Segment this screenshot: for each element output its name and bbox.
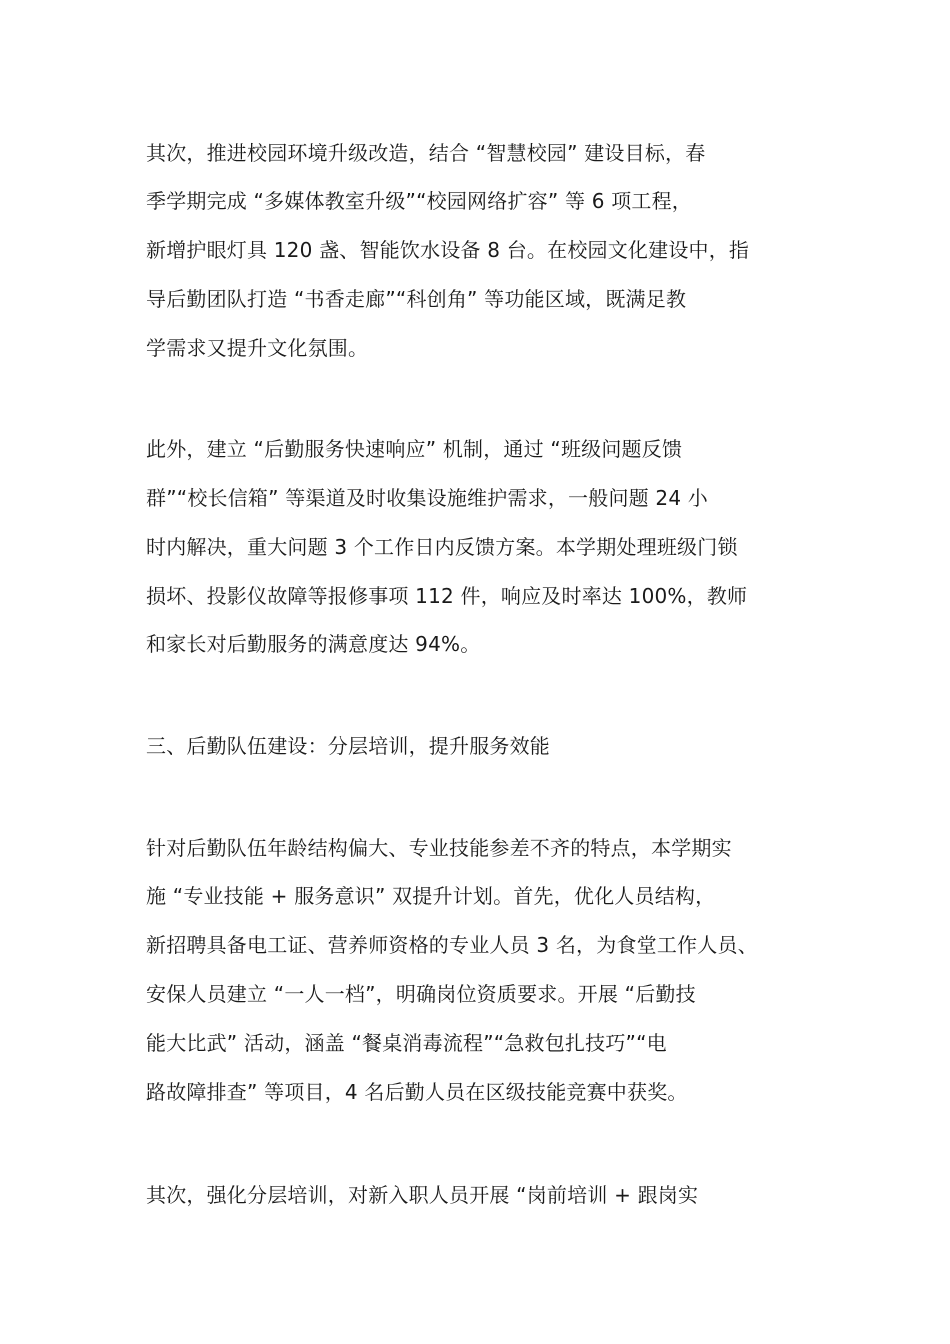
text-line: 路故障排查” 等项目，4 名后勤人员在区级技能竞赛中获奖。	[146, 1080, 688, 1104]
text-line: 学需求又提升文化氛围。	[146, 336, 369, 360]
text-line: 时内解决，重大问题 3 个工作日内反馈方案。本学期处理班级门锁	[146, 535, 738, 559]
text-line: 能大比武” 活动，涵盖 “餐桌消毒流程”“急救包扎技巧”“电	[146, 1031, 667, 1055]
text-line: 此外，建立 “后勤服务快速响应” 机制，通过 “班级问题反馈	[146, 437, 683, 461]
text-line: 季学期完成 “多媒体教室升级”“校园网络扩容” 等 6 项工程，	[146, 189, 692, 213]
text-line: 其次，推进校园环境升级改造，结合 “智慧校园” 建设目标，春	[146, 141, 706, 165]
text-line: 导后勤团队打造 “书香走廊”“科创角” 等功能区域，既满足教	[146, 287, 687, 311]
text-line: 针对后勤队伍年龄结构偏大、专业技能参差不齐的特点，本学期实	[146, 836, 732, 860]
text-line: 施 “专业技能 + 服务意识” 双提升计划。首先，优化人员结构，	[146, 884, 716, 908]
text-line: 损坏、投影仪故障等报修事项 112 件，响应及时率达 100%，教师	[146, 584, 748, 608]
text-line: 新增护眼灯具 120 盏、智能饮水设备 8 台。在校园文化建设中，指	[146, 238, 750, 262]
text-line: 其次，强化分层培训，对新入职人员开展 “岗前培训 + 跟岗实	[146, 1183, 699, 1207]
text-line: 群”“校长信箱” 等渠道及时收集设施维护需求，一般问题 24 小	[146, 486, 709, 510]
text-line: 和家长对后勤服务的满意度达 94%。	[146, 632, 481, 656]
text-line: 安保人员建立 “一人一档”，明确岗位资质要求。开展 “后勤技	[146, 982, 696, 1006]
text-line: 新招聘具备电工证、营养师资格的专业人员 3 名，为食堂工作人员、	[146, 933, 758, 957]
heading-line: 三、后勤队伍建设：分层培训，提升服务效能	[146, 734, 550, 758]
